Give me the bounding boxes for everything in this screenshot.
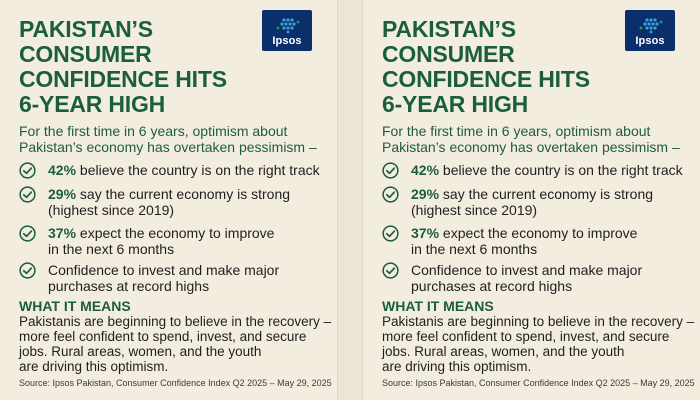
infographic-panel-left (0, 0, 337, 400)
ipsos-logo (625, 10, 675, 51)
stat-percent: 29% (411, 186, 440, 202)
check-circle-icon (382, 186, 399, 203)
stat-text: expect the economy to improve (76, 225, 275, 241)
check-circle-icon (382, 262, 399, 279)
stat-text: in the next 6 months (411, 241, 538, 257)
ipsos-logo (262, 10, 312, 51)
headline-line: PAKISTAN’S (382, 16, 516, 42)
body-line: are driving this optimism. (382, 359, 532, 374)
intro-text (19, 123, 337, 155)
logo-text: Ipsos (635, 35, 665, 47)
stat-text: purchases at record highs (48, 278, 210, 294)
intro-line: Pakistan’s economy has overtaken pessimism – (382, 139, 680, 155)
headline-line: CONSUMER (19, 41, 152, 67)
section-body (19, 314, 337, 374)
logo-text: Ipsos (272, 35, 302, 47)
infographic-panel-right (363, 0, 700, 400)
panel-divider (337, 0, 363, 400)
body-line: jobs. Rural areas, women, and the youth (382, 344, 625, 359)
stat-text: purchases at record highs (411, 278, 573, 294)
stat-text: Confidence to invest and make major (411, 262, 643, 278)
stat-percent: 37% (48, 225, 77, 241)
stat-text: say the current economy is strong (439, 186, 654, 202)
section-body (382, 314, 700, 374)
stat-percent: 42% (411, 162, 440, 178)
headline-line: CONSUMER (382, 41, 515, 67)
source-note: Source: Ipsos Pakistan, Consumer Confidence Index Q2 2025 – May 29, 2025 (19, 378, 332, 388)
headline-line: 6-YEAR HIGH (382, 91, 529, 117)
headline-line: PAKISTAN’S (19, 16, 153, 42)
intro-line: Pakistan’s economy has overtaken pessimism – (19, 139, 317, 155)
check-circle-icon (19, 225, 36, 242)
headline (382, 17, 612, 117)
body-line: Pakistanis are beginning to believe in the recovery – (19, 314, 332, 329)
body-line: more feel confident to spend, invest, and secure (19, 329, 307, 344)
stat-percent: 29% (48, 186, 77, 202)
stat-text: Confidence to invest and make major (48, 262, 280, 278)
check-circle-icon (19, 186, 36, 203)
intro-line: For the first time in 6 years, optimism about (382, 123, 651, 139)
intro-line: For the first time in 6 years, optimism about (19, 123, 288, 139)
logo-dots-icon (633, 16, 667, 34)
section-heading: WHAT IT MEANS (19, 298, 131, 314)
stat-percent: 42% (48, 162, 77, 178)
stat-text: (highest since 2019) (411, 202, 538, 218)
logo-dots-icon (270, 16, 304, 34)
body-line: are driving this optimism. (19, 359, 169, 374)
source-note: Source: Ipsos Pakistan, Consumer Confidence Index Q2 2025 – May 29, 2025 (382, 378, 695, 388)
stat-text: believe the country is on the right track (439, 162, 683, 178)
intro-text (382, 123, 700, 155)
headline-line: CONFIDENCE HITS (19, 66, 227, 92)
check-circle-icon (19, 162, 36, 179)
stat-text: say the current economy is strong (76, 186, 291, 202)
headline (19, 17, 249, 117)
body-line: Pakistanis are beginning to believe in the recovery – (382, 314, 695, 329)
stat-percent: 37% (411, 225, 440, 241)
body-line: more feel confident to spend, invest, and secure (382, 329, 670, 344)
headline-line: CONFIDENCE HITS (382, 66, 590, 92)
section-heading: WHAT IT MEANS (382, 298, 494, 314)
check-circle-icon (382, 162, 399, 179)
check-circle-icon (19, 262, 36, 279)
body-line: jobs. Rural areas, women, and the youth (19, 344, 262, 359)
headline-line: 6-YEAR HIGH (19, 91, 166, 117)
stat-text: in the next 6 months (48, 241, 175, 257)
stat-text: (highest since 2019) (48, 202, 175, 218)
check-circle-icon (382, 225, 399, 242)
stat-text: believe the country is on the right track (76, 162, 320, 178)
stat-text: expect the economy to improve (439, 225, 638, 241)
